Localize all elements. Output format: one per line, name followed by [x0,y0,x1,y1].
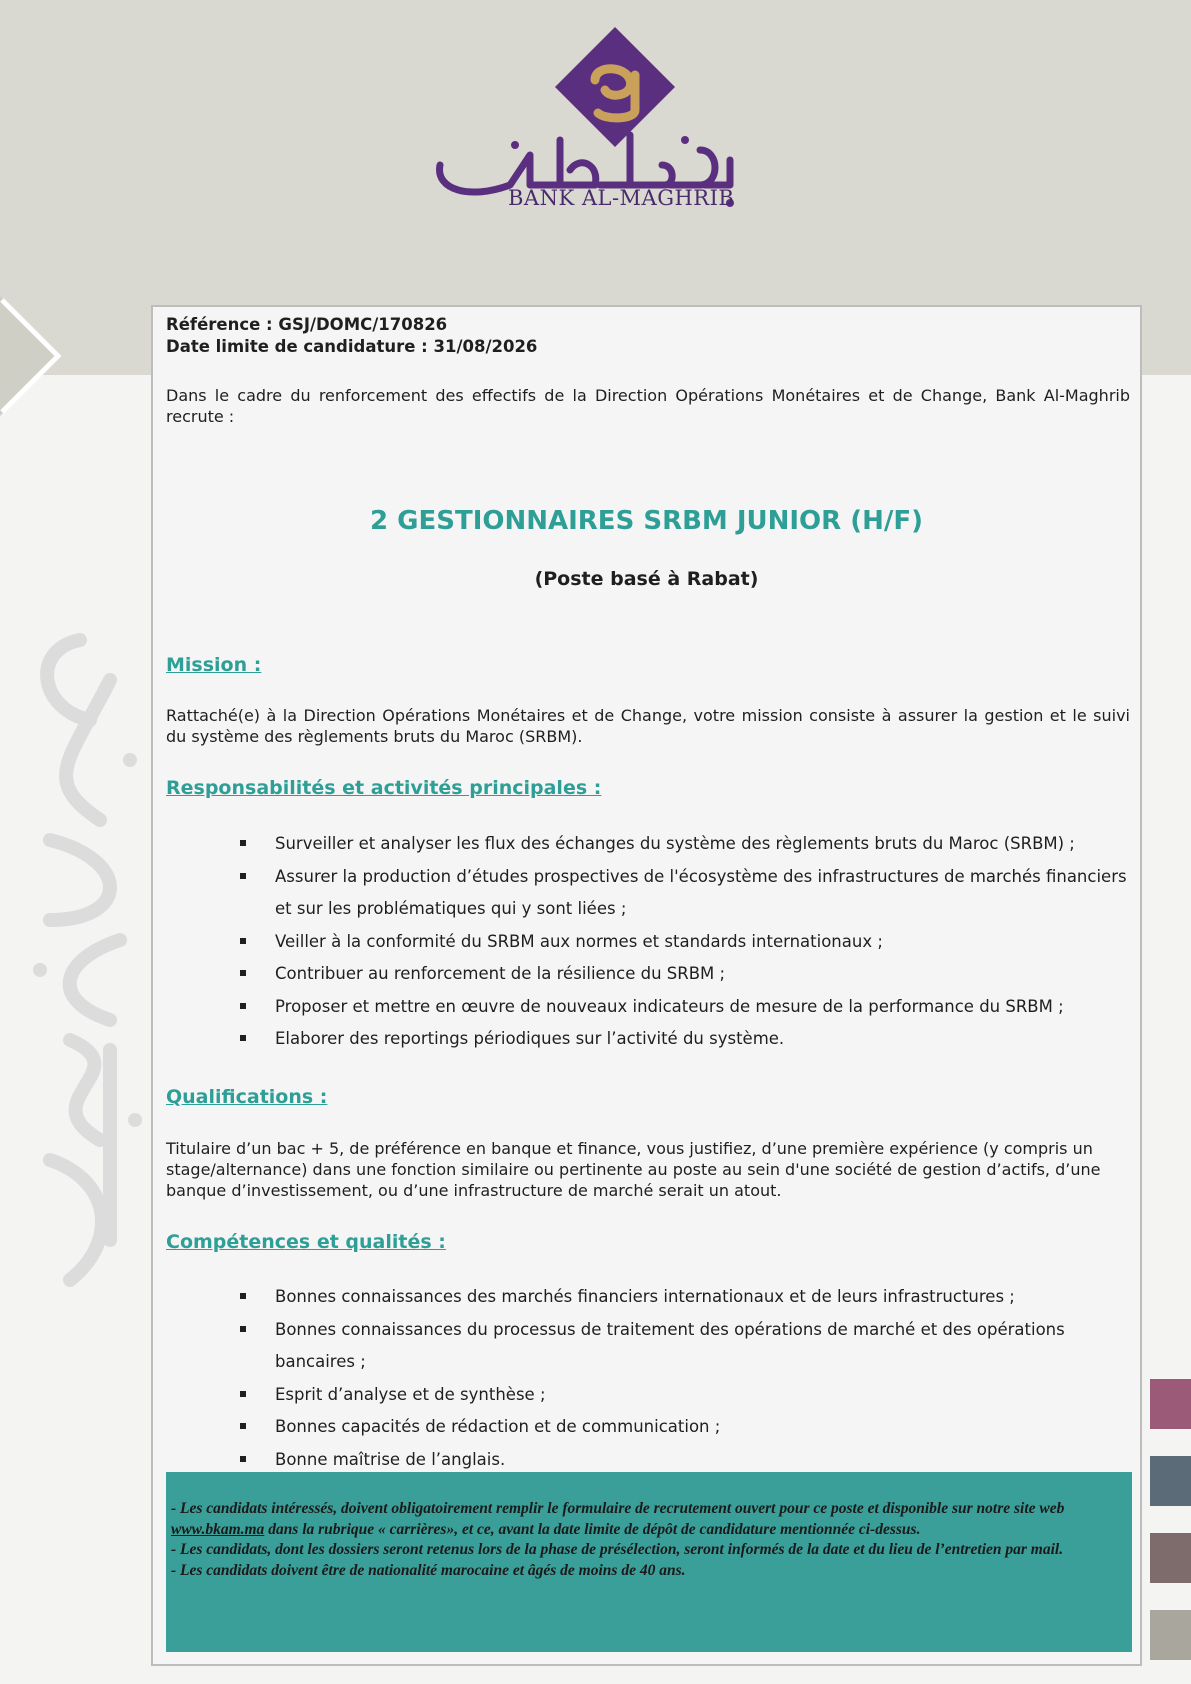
skills-heading: Compétences et qualités : [166,1231,446,1253]
notice-line-1: - Les candidats intéressés, doivent obligatoirement remplir le formulaire de recrutement ouvert pour ce poste et disponible sur notre site web www.bkam.ma dans la rubrique « carrières», et ce, avant la date limite de dépôt de candidature mentionnée ci-dessus. [171,1500,1065,1538]
list-item: Bonnes capacités de rédaction et de communication ; [240,1411,1130,1444]
logo-latin-name: BANK AL-MAGHRIB [508,186,735,210]
notice-line-2: - Les candidats, dont les dossiers seront retenus lors de la phase de présélection, seront informés de la date et du lieu de l’entretien par mail. [171,1541,1064,1558]
application-deadline: Date limite de candidature : 31/08/2026 [166,337,538,356]
list-item: Bonne maîtrise de l’anglais. [240,1444,1130,1477]
qualifications-heading: Qualifications : [166,1086,328,1108]
color-swatch [1150,1533,1191,1583]
intro-paragraph: Dans le cadre du renforcement des effectifs de la Direction Opérations Monétaires et de Change, Bank Al-Maghrib recrute : [166,386,1130,426]
job-title: 2 GESTIONNAIRES SRBM JUNIOR (H/F) [369,506,924,536]
list-item: Elaborer des reportings périodiques sur l’activité du système. [240,1023,1130,1056]
list-item: Veiller à la conformité du SRBM aux normes et standards internationaux ; [240,926,1130,959]
bkam-website-link[interactable]: www.bkam.ma [171,1520,265,1538]
list-item: Esprit d’analyse et de synthèse ; [240,1379,1130,1412]
list-item: Bonnes connaissances du processus de traitement des opérations de marché et des opérations bancaires ; [240,1314,1130,1379]
list-item: Proposer et mettre en œuvre de nouveaux indicateurs de mesure de la performance du SRBM ; [240,991,1130,1024]
mission-text: Rattaché(e) à la Direction Opérations Monétaires et de Change, votre mission consiste à assurer la gestion et le suivi du système des règlements bruts du Maroc (SRBM). [166,706,1130,746]
qualifications-text: Titulaire d’un bac + 5, de préférence en banque et finance, vous justifiez, d’une première expérience (y compris un stage/alternance) dans une fonction similaire ou pertinente au poste au sein d'une société de gestion d’actifs, d’une banque d’investissement, ou d’une infrastructure de marché serait un atout. [166,1139,1101,1200]
application-notice [166,1472,1132,1652]
list-item: Surveiller et analyser les flux des échanges du système des règlements bruts du Maroc (SRBM) ; [240,828,1130,861]
job-location: (Poste basé à Rabat) [534,568,759,590]
calligraphy-watermark [10,620,150,1320]
color-swatch [1150,1379,1191,1429]
decorative-arrow [0,296,70,416]
mission-heading: Mission : [166,654,262,676]
notice-line-3: - Les candidats doivent être de nationalité marocaine et âgés de moins de 40 ans. [171,1561,686,1579]
color-swatch [1150,1610,1191,1660]
reference-number: Référence : GSJ/DOMC/170826 [166,315,448,334]
color-swatch [1150,1456,1191,1506]
responsibilities-heading: Responsabilités et activités principales : [166,777,602,799]
list-item: Contribuer au renforcement de la résilience du SRBM ; [240,958,1130,991]
list-item: Assurer la production d’études prospectives de l'écosystème des infrastructures de marchés financiers et sur les problématiques qui y sont liées ; [240,861,1130,926]
skills-list [240,1281,1130,1476]
responsibilities-list [240,828,1130,1056]
list-item: Bonnes connaissances des marchés financiers internationaux et de leurs infrastructures ; [240,1281,1130,1314]
reference-block [166,314,1130,358]
